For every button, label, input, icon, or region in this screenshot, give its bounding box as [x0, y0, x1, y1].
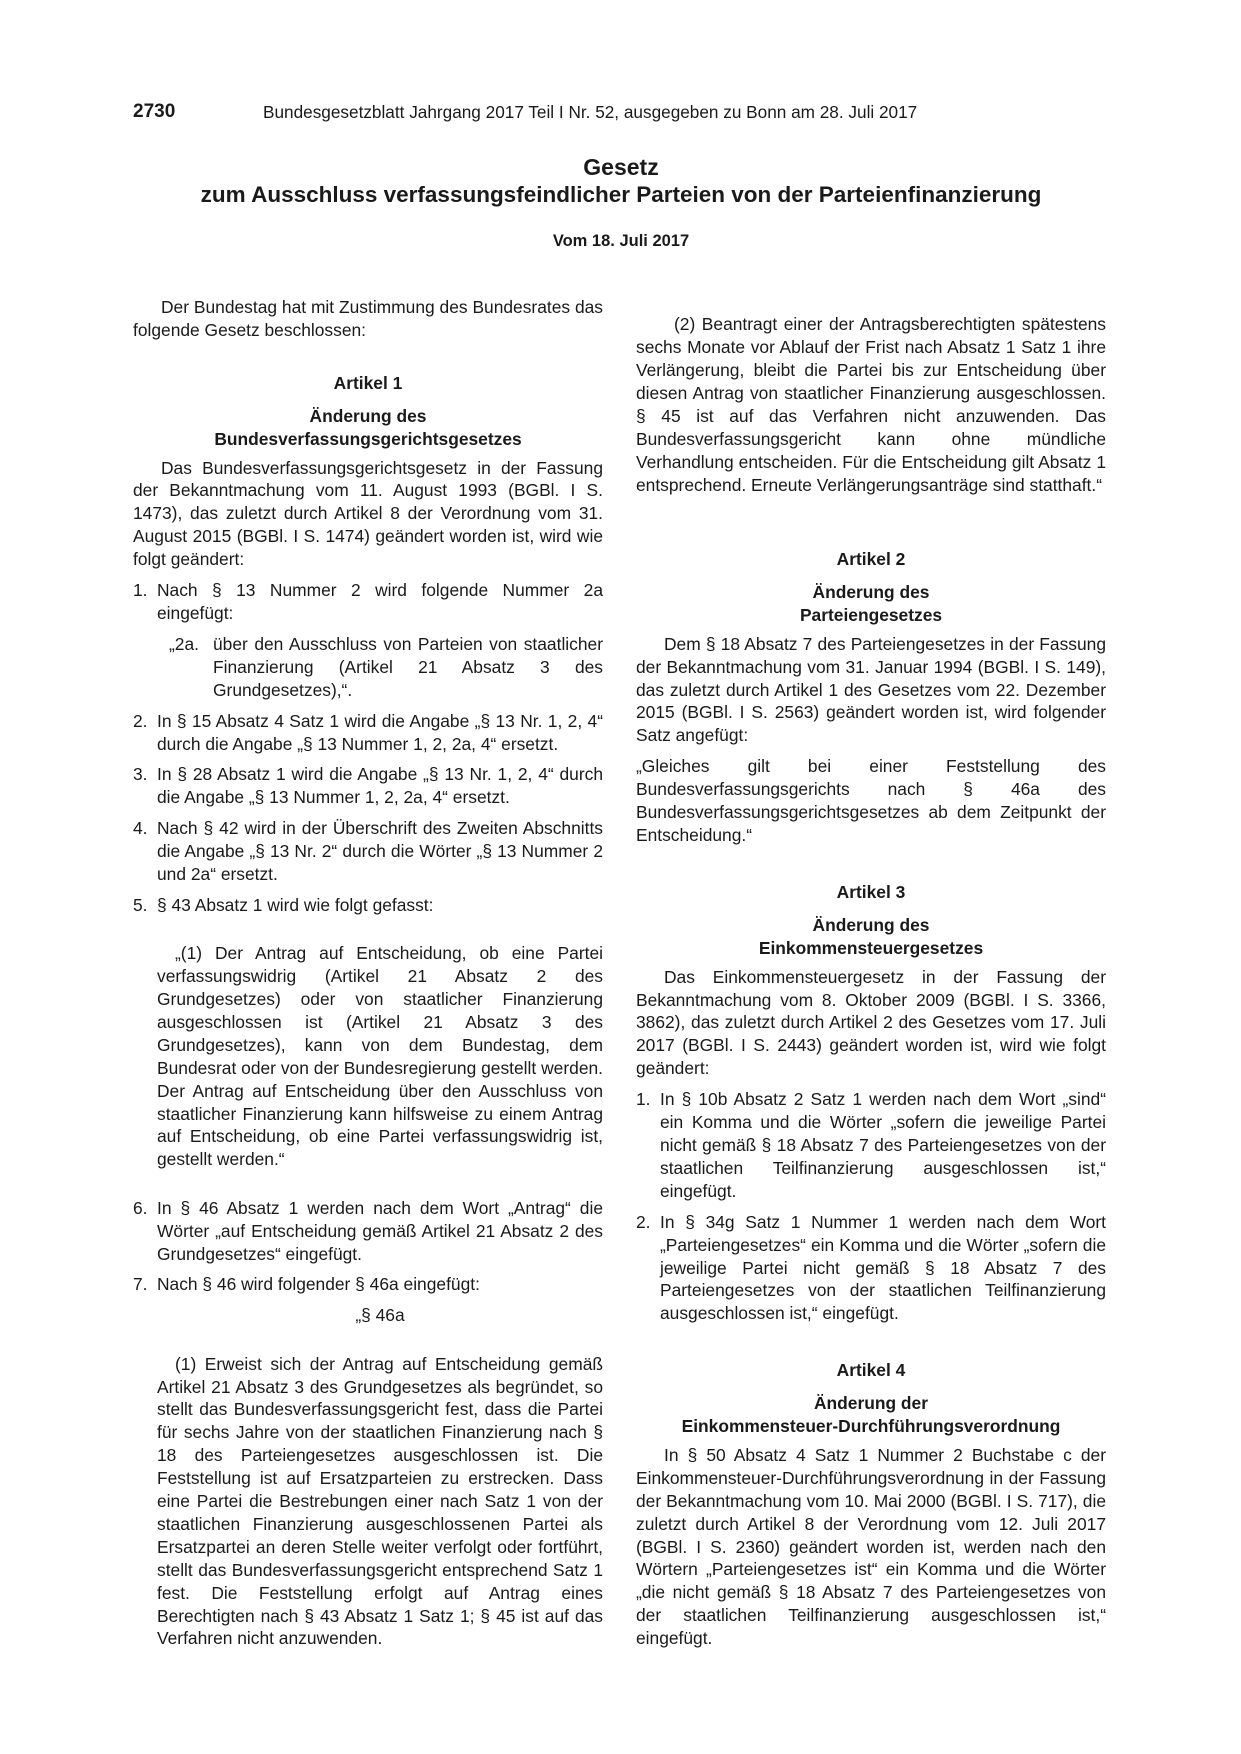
- list-item: [133, 1273, 603, 1296]
- list-item-number: 4.: [133, 818, 148, 839]
- list-item: [133, 763, 603, 809]
- article-2-number: Artikel 2: [836, 549, 906, 570]
- section-46a-paragraph-1: (1) Erweist sich der Antrag auf Entscheidung gemäß Artikel 21 Absatz 3 des Grundgesetzes als begründet, so stellt das Bundesverfassungsgericht fest, dass die Partei für sechs Jahre von der staatlichen Finanzierung nach § 18 des Parteiengesetzes ausgeschlossen ist. Die Feststellung ist auf Ersatzparteien zu erstrecken. Dass eine Partei die Bestrebungen einer nach Satz 1 von der staatlichen Finanzierung ausgeschlossenen Partei als Ersatzpartei an deren Stelle weiter verfolgt oder fortführt, stellt das Bundesverfassungsgericht entsprechend Satz 1 fest. Die Feststellung erfolgt auf Antrag eines Berechtigten nach § 43 Absatz 1 Satz 1; § 45 ist auf das Verfahren nicht anzuwenden.: [157, 1353, 603, 1649]
- list-item-number: 7.: [133, 1274, 148, 1295]
- list-item-text: § 43 Absatz 1 wird wie folgt gefasst:: [157, 894, 434, 915]
- left-column: [133, 296, 603, 1668]
- article-1-title-line1: Änderung des: [309, 405, 427, 426]
- list-item-text: Nach § 13 Nummer 2 wird folgende Nummer 2a eingefügt:: [157, 580, 603, 623]
- list-item-number: 1.: [636, 1089, 651, 1110]
- list-item-number: 1.: [133, 580, 148, 601]
- list-item-number: 2.: [133, 710, 148, 731]
- article-3-title-line2: Einkommensteuergesetzes: [758, 937, 984, 958]
- law-title-main: Gesetz: [583, 154, 659, 180]
- list-item: [636, 1211, 1106, 1326]
- law-title-sub: zum Ausschluss verfassungsfeindlicher Parteien von der Parteienfinanzierung: [200, 182, 1042, 207]
- list-item: [133, 817, 603, 886]
- page-number: 2730: [133, 101, 176, 122]
- article-4-title-line1: Änderung der: [813, 1393, 928, 1414]
- list-item-text: In § 28 Absatz 1 wird die Angabe „§ 13 Nr. 1, 2, 4“ durch die Angabe „§ 13 Nummer 1, 2, 2a, 4“ ersetzt.: [157, 764, 603, 808]
- article-1-intro: Das Bundesverfassungsgerichtsgesetz in der Fassung der Bekanntmachung vom 11. August 1993 (BGBl. I S. 1473), das zuletzt durch Artikel 8 der Verordnung vom 31. August 2015 (BGBl. I S. 1474) geändert worden ist, wird wie folgt geändert:: [133, 457, 603, 570]
- inserted-number-label: „2a.: [169, 633, 199, 654]
- article-2-intro: Dem § 18 Absatz 7 des Parteiengesetzes in der Fassung der Bekanntmachung vom 31. Januar 1994 (BGBl. I S. 149), das zuletzt durch Artikel 1 des Gesetzes vom 22. Dezember 2015 (BGBl. I S. 2563) geändert worden ist, wird folgender Satz angefügt:: [636, 633, 1106, 746]
- list-item-number: 3.: [133, 764, 148, 785]
- list-item-text: Nach § 42 wird in der Überschrift des Zweiten Abschnitts die Angabe „§ 13 Nr. 2“ durch die Wörter „§ 13 Nummer 2 und 2a“ ersetzt.: [157, 818, 603, 885]
- article-3-title-line1: Änderung des: [812, 914, 930, 935]
- journal-citation: Bundesgesetzblatt Jahrgang 2017 Teil I Nr. 52, ausgegeben zu Bonn am 28. Juli 2017: [263, 102, 918, 122]
- right-column: [636, 296, 1106, 1650]
- article-2-title-line1: Änderung des: [812, 581, 930, 602]
- law-date: Vom 18. Juli 2017: [552, 232, 690, 250]
- inserted-number-text: über den Ausschluss von Parteien von staatlicher Finanzierung (Artikel 21 Absatz 3 des Grundgesetzes),“.: [213, 633, 603, 700]
- list-item-text: In § 46 Absatz 1 werden nach dem Wort „Antrag“ die Wörter „auf Entscheidung gemäß Artikel 21 Absatz 2 des Grundgesetzes“ eingefügt.: [157, 1197, 603, 1264]
- inserted-number-2a: [169, 633, 603, 702]
- list-item: [133, 1197, 603, 1266]
- article-2-added-sentence: „Gleiches gilt bei einer Feststellung des Bundesverfassungsgerichts nach § 46a des Bundesverfassungsgerichtsgesetzes ab dem Zeitpunkt der Entscheidung.“: [636, 756, 1106, 845]
- article-3-intro: Das Einkommensteuergesetz in der Fassung der Bekanntmachung vom 8. Oktober 2009 (BGBl. I S. 3366, 3862), das zuletzt durch Artikel 2 des Gesetzes vom 17. Juli 2017 (BGBl. I S. 2443) geändert worden ist, wird wie folgt geändert:: [636, 966, 1106, 1079]
- list-item-text: In § 15 Absatz 4 Satz 1 wird die Angabe „§ 13 Nr. 1, 2, 4“ durch die Angabe „§ 13 Nummer 1, 2, 2a, 4“ ersetzt.: [157, 710, 603, 754]
- section-46a-paragraph-2: (2) Beantragt einer der Antragsberechtigten spätestens sechs Monate vor Ablauf der Frist nach Absatz 1 Satz 1 ihre Verlängerung, bleibt die Partei bis zur Entscheidung über diesen Antrag von staatlicher Finanzierung ausgeschlossen. § 45 ist auf das Verfahren nicht anzuwenden. Das Bundesverfassungsgericht kann ohne mündliche Verhandlung entscheiden. Für die Entscheidung gilt Absatz 1 entsprechend. Erneute Verlängerungsanträge sind statthaft.“: [636, 314, 1106, 495]
- list-item: [133, 894, 603, 917]
- article-3-number: Artikel 3: [836, 881, 906, 902]
- article-1-title-line2: Bundesverfassungsgerichtsgesetzes: [214, 428, 522, 449]
- law-title: [133, 153, 1109, 209]
- section-43-new-text: „(1) Der Antrag auf Entscheidung, ob eine Partei verfassungswidrig (Artikel 21 Absatz 2 des Grundgesetzes) oder von staatlicher Finanzierung ausgeschlossen ist (Artikel 21 Absatz 3 des Grundgesetzes), kann von dem Bundestag, dem Bundesrat oder von der Bundesregierung gestellt werden. Der Antrag auf Entscheidung über den Ausschluss von staatlicher Finanzierung kann hilfsweise zu einem Antrag auf Entscheidung, ob eine Partei verfassungswidrig ist, gestellt werden.“: [157, 943, 603, 1170]
- article-4-text: In § 50 Absatz 4 Satz 1 Nummer 2 Buchstabe c der Einkommensteuer-Durchführungsverordnung in der Fassung der Bekanntmachung vom 10. Mai 2000 (BGBl. I S. 717), die zuletzt durch Artikel 8 der Verordnung vom 12. Juli 2017 (BGBl. I S. 2360) geändert worden ist, werden nach den Wörtern „Parteiengesetzes ist“ ein Komma und die Wörter „die nicht gemäß § 18 Absatz 7 des Parteiengesetzes von der staatlichen Teilfinanzierung ausgeschlossen ist,“ eingefügt.: [636, 1444, 1106, 1649]
- list-item-text: In § 34g Satz 1 Nummer 1 werden nach dem Wort „Parteiengesetzes“ ein Komma und die Wörter „sofern die jeweilige Partei nicht gemäß § 18 Absatz 7 des Parteiengesetzes von der staatlichen Teilfinanzierung ausgeschlossen ist,“ eingefügt.: [660, 1211, 1106, 1324]
- article-2-title-line2: Parteiengesetzes: [799, 604, 943, 625]
- running-header: [133, 100, 1109, 124]
- list-item-number: 5.: [133, 894, 148, 915]
- enacting-clause: Der Bundestag hat mit Zustimmung des Bundesrates das folgende Gesetz beschlossen:: [133, 297, 603, 340]
- list-item-number: 6.: [133, 1197, 148, 1218]
- section-46a-heading: „§ 46a: [355, 1305, 405, 1326]
- list-item: [133, 710, 603, 756]
- article-1-number: Artikel 1: [333, 372, 403, 393]
- article-4-number: Artikel 4: [836, 1360, 906, 1381]
- list-item-text: In § 10b Absatz 2 Satz 1 werden nach dem Wort „sind“ ein Komma und die Wörter „sofern die jeweilige Partei nicht gemäß § 18 Absatz 7 des Parteiengesetzes von der staatlichen Teilfinanzierung ausgeschlossen ist,“ eingefügt.: [660, 1089, 1106, 1201]
- article-4-title-line2: Einkommensteuer-Durchführungsverordnung: [681, 1416, 1061, 1437]
- list-item: [133, 579, 603, 625]
- list-item-number: 2.: [636, 1211, 651, 1232]
- list-item: [636, 1088, 1106, 1203]
- list-item-text: Nach § 46 wird folgender § 46a eingefügt:: [157, 1274, 480, 1295]
